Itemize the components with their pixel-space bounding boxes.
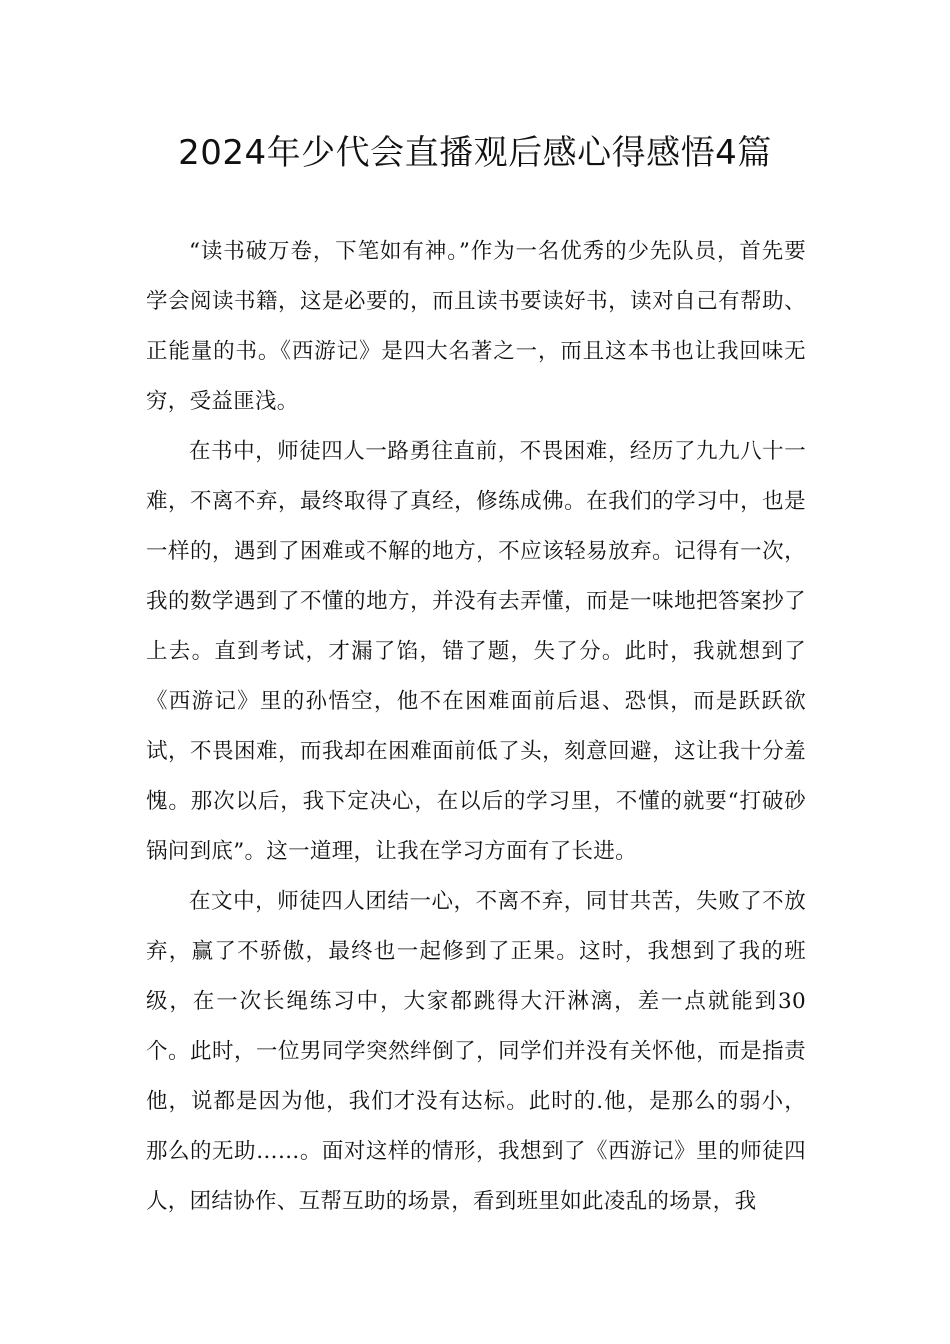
paragraph-1: “读书破万卷，下笔如有神。”作为一名优秀的少先队员，首先要学会阅读书籍，这是必要的，而且读书要读好书，读对自己有帮助、正能量的书。《西游记》是四大名著之一，而且这本书也让我回味无穷，受益匪浅。: [146, 239, 806, 414]
document-body: [146, 227, 806, 1227]
paragraph-2: 在书中，师徒四人一路勇往直前，不畏困难，经历了九九八十一难，不离不弃，最终取得了真经，修练成佛。在我们的学习中，也是一样的，遇到了困难或不解的地方，不应该轻易放弃。记得有一次，我的数学遇到了不懂的地方，并没有去弄懂，而是一味地把答案抄了上去。直到考试，才漏了馅，错了题，失了分。此时，我就想到了《西游记》里的孙悟空，他不在困难面前后退、恐惧，而是跃跃欲试，不畏困难，而我却在困难面前低了头，刻意回避，这让我十分羞愧。那次以后，我下定决心，在以后的学习里，不懂的就要“打破砂锅问到底”。这一道理，让我在学习方面有了长进。: [146, 439, 806, 864]
paragraph-3: 在文中，师徒四人团结一心，不离不弃，同甘共苦，失败了不放弃，赢了不骄傲，最终也一起修到了正果。这时，我想到了我的班级，在一次长绳练习中，大家都跳得大汗淋漓，差一点就能到30个。此时，一位男同学突然绊倒了，同学们并没有关怀他，而是指责他，说都是因为他，我们才没有达标。此时的.他，是那么的弱小，那么的无助……。面对这样的情形，我想到了《西游记》里的师徒四人，团结协作、互帮互助的场景，看到班里如此凌乱的场景，我: [146, 889, 806, 1214]
document-title: 2024年少代会直播观后感心得感悟4篇: [178, 133, 772, 173]
